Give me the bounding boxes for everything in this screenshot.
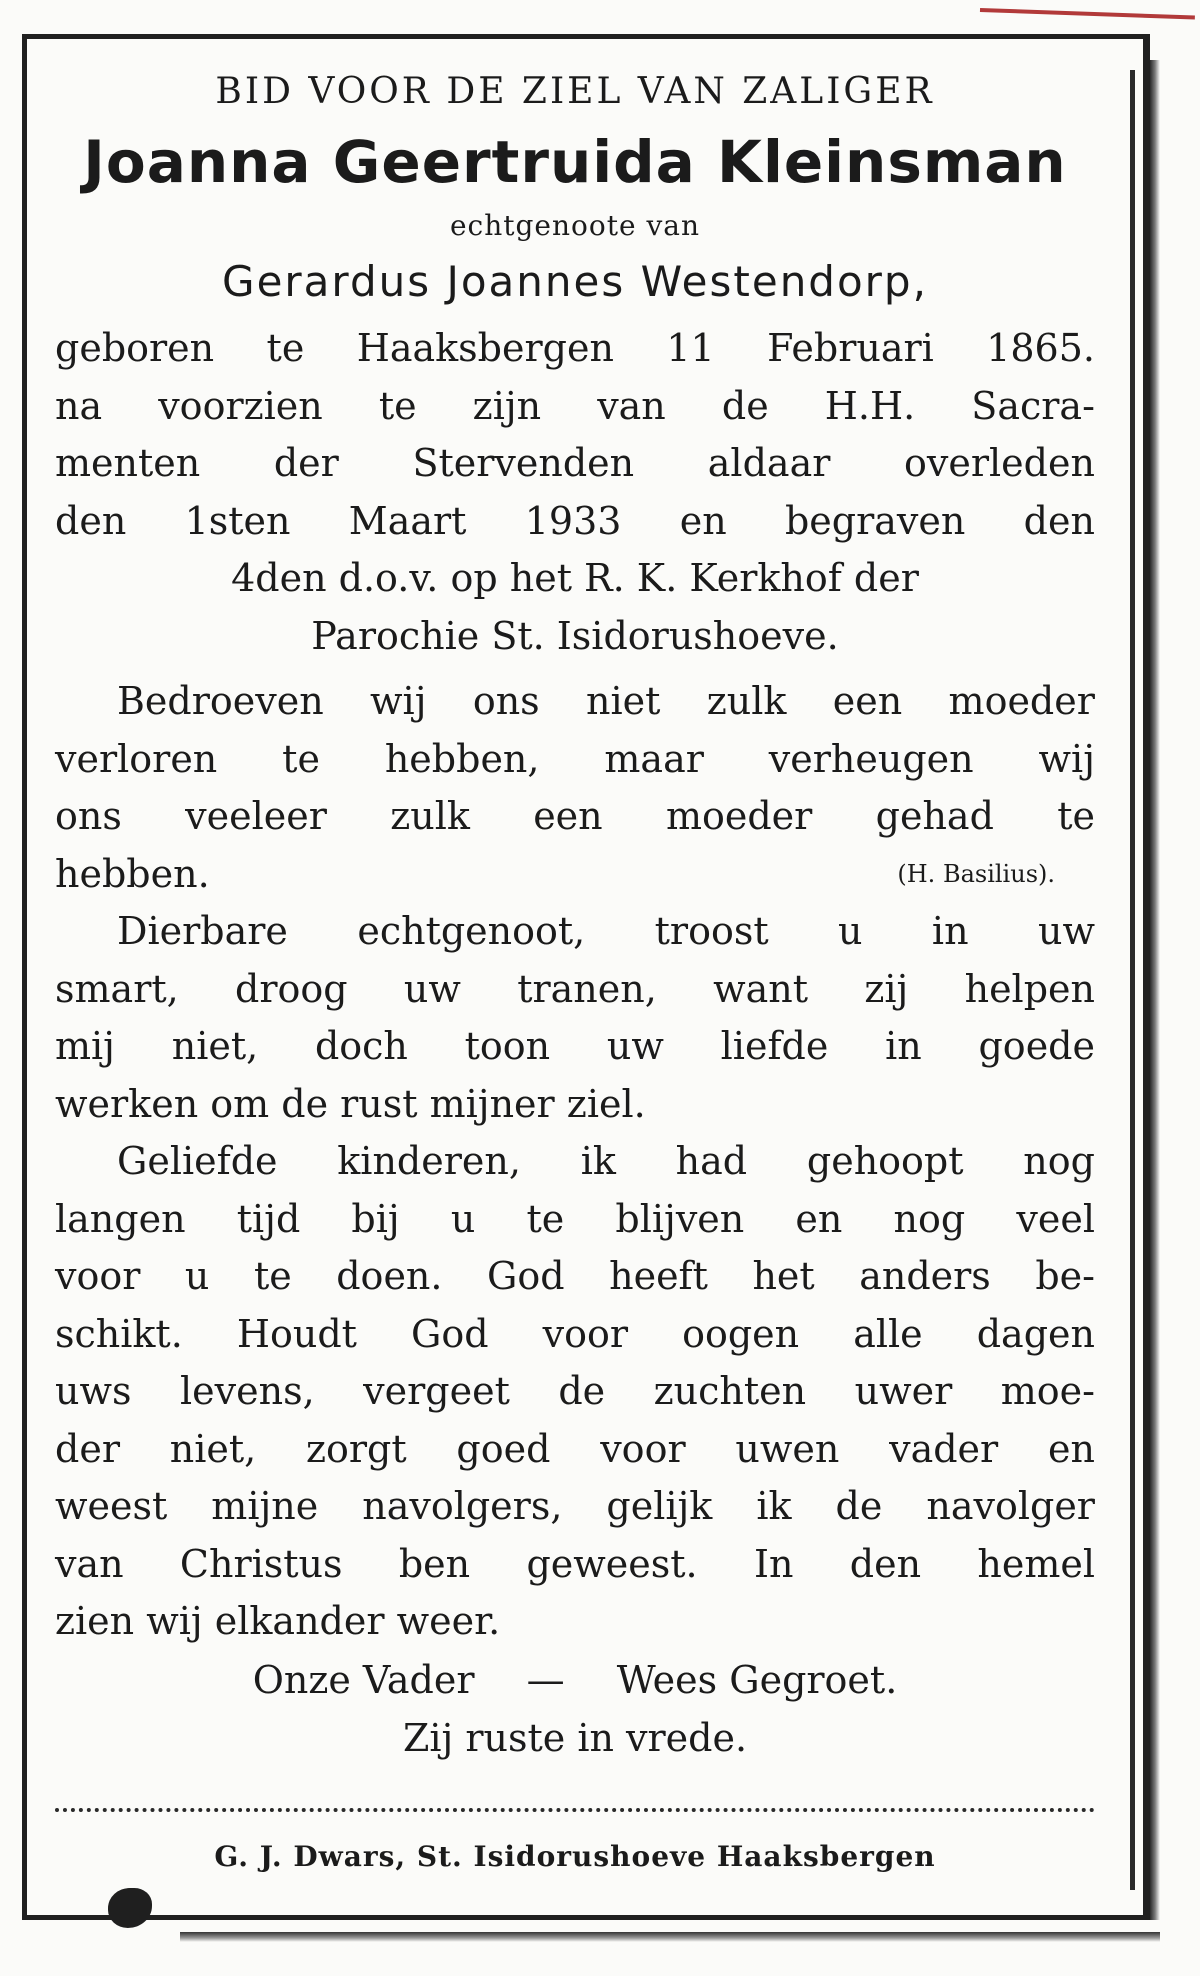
bio-line: Parochie St. Isidorushoeve. xyxy=(311,613,839,658)
word: ik xyxy=(756,1484,792,1528)
word: langen xyxy=(55,1196,186,1241)
word: moe- xyxy=(1000,1369,1095,1413)
spouse-line: werken om de rust mijner ziel. xyxy=(55,1081,646,1126)
word: zijn xyxy=(472,383,542,428)
word: bij xyxy=(351,1196,400,1241)
word: goede xyxy=(978,1024,1095,1068)
word: nog xyxy=(893,1196,966,1241)
word: 11 xyxy=(666,326,715,370)
word: en xyxy=(1047,1426,1095,1471)
word: en xyxy=(679,498,727,543)
word: Christus xyxy=(179,1541,343,1586)
children-line: zien wij elkander weer. xyxy=(55,1599,501,1643)
quote-citation: (H. Basilius). xyxy=(897,859,1055,888)
word: na xyxy=(55,383,103,428)
word: den xyxy=(55,498,127,543)
word: het xyxy=(752,1254,815,1298)
word: de xyxy=(558,1369,606,1413)
bio-line xyxy=(55,378,1095,436)
word: Maart xyxy=(348,498,467,543)
word: 1865. xyxy=(986,326,1095,370)
word: verloren xyxy=(55,736,218,781)
word: alle xyxy=(853,1311,923,1356)
word: verheugen xyxy=(768,736,974,781)
word: Stervenden xyxy=(412,441,635,485)
word: echtgenoot, xyxy=(357,909,586,953)
word: zorgt xyxy=(305,1426,407,1471)
word: mij xyxy=(55,1024,115,1068)
quote-last-word: hebben. xyxy=(55,851,210,896)
word: te xyxy=(253,1254,292,1298)
word: Haaksbergen xyxy=(356,326,614,370)
biography-block xyxy=(55,320,1095,665)
word: voor xyxy=(542,1311,629,1356)
children-line xyxy=(55,1133,1095,1191)
children-line xyxy=(55,1421,1095,1479)
word: In xyxy=(753,1541,794,1586)
word: uwer xyxy=(854,1369,953,1413)
word: een xyxy=(832,679,903,723)
word: liefde xyxy=(720,1024,829,1068)
word: maar xyxy=(604,736,704,781)
children-line xyxy=(55,1536,1095,1594)
children-line xyxy=(55,1191,1095,1249)
word: anders xyxy=(859,1254,991,1298)
spouse-line xyxy=(55,903,1095,961)
word: der xyxy=(273,441,339,485)
quote-block xyxy=(55,673,1095,903)
word: kinderen, xyxy=(337,1139,521,1183)
word: u xyxy=(450,1196,476,1241)
word: had xyxy=(675,1139,748,1183)
word: en xyxy=(795,1196,843,1241)
deceased-name: Joanna Geertruida Kleinsman xyxy=(83,128,1067,196)
word: dagen xyxy=(976,1311,1095,1356)
inner-right-rule xyxy=(1130,70,1135,1890)
word: een xyxy=(533,794,603,838)
word: doch xyxy=(314,1024,408,1068)
bio-line xyxy=(55,320,1095,378)
word: wij xyxy=(370,679,427,723)
right-shadow-edge xyxy=(1150,60,1160,1920)
word: aldaar xyxy=(707,441,831,485)
word: ik xyxy=(580,1139,616,1183)
children-line xyxy=(55,1306,1095,1364)
bottom-shadow-edge xyxy=(180,1932,1160,1942)
prayer-header: BID VOOR DE ZIEL VAN ZALIGER xyxy=(215,71,935,112)
spouse-line xyxy=(55,961,1095,1019)
card-content xyxy=(55,62,1095,1767)
word: navolgers, xyxy=(362,1484,563,1528)
word: begraven xyxy=(784,498,966,543)
word: van xyxy=(55,1541,124,1586)
word: tijd xyxy=(236,1196,301,1241)
word: Dierbare xyxy=(117,909,288,953)
word: wij xyxy=(1038,736,1095,781)
word: navolger xyxy=(926,1484,1095,1528)
word: Sacra- xyxy=(971,383,1095,428)
word: God xyxy=(411,1311,489,1356)
word: de xyxy=(721,383,769,428)
word: te xyxy=(266,326,305,370)
word: moeder xyxy=(948,679,1095,723)
word: ons xyxy=(55,794,122,838)
word: ben xyxy=(398,1541,471,1586)
relation-label: echtgenoote van xyxy=(449,209,701,242)
word: u xyxy=(838,909,863,953)
word: uwen xyxy=(735,1426,840,1471)
word: levens, xyxy=(180,1369,315,1413)
word: Bedroeven xyxy=(117,679,324,723)
children-line xyxy=(55,1478,1095,1536)
word: menten xyxy=(55,441,201,485)
word: 1933 xyxy=(524,498,622,543)
word: zuchten xyxy=(653,1369,807,1413)
word: uw xyxy=(1037,909,1095,953)
word: de xyxy=(835,1484,883,1528)
spouse-block xyxy=(55,903,1095,1133)
word: helpen xyxy=(964,966,1095,1011)
word: Houdt xyxy=(236,1311,357,1356)
quote-line xyxy=(55,673,1095,731)
word: overleden xyxy=(904,441,1095,485)
word: gehoopt xyxy=(806,1139,964,1183)
word: den xyxy=(849,1541,922,1586)
word: in xyxy=(931,909,969,953)
children-line xyxy=(55,1248,1095,1306)
word: hemel xyxy=(977,1541,1095,1586)
word: vergeet xyxy=(363,1369,510,1413)
word: der xyxy=(55,1426,120,1471)
word: troost xyxy=(654,909,769,953)
word: moeder xyxy=(665,794,813,838)
word: zij xyxy=(864,966,909,1011)
word: God xyxy=(487,1254,565,1298)
dotted-divider xyxy=(55,1808,1095,1812)
word: voor xyxy=(55,1254,141,1298)
word: uws xyxy=(55,1369,132,1413)
word: voor xyxy=(600,1426,686,1471)
husband-name: Gerardus Joannes Westendorp, xyxy=(222,257,928,306)
printer-credit: G. J. Dwars, St. Isidorushoeve Haaksbergen xyxy=(214,1840,936,1873)
word: nog xyxy=(1023,1139,1095,1183)
bio-line xyxy=(55,493,1095,551)
prayer-dash: — xyxy=(526,1657,565,1702)
word: be- xyxy=(1035,1254,1095,1298)
prayer-line xyxy=(55,1651,1095,1709)
word: weest xyxy=(55,1484,168,1528)
word: Geliefde xyxy=(117,1139,278,1183)
word: H.H. xyxy=(824,383,916,428)
word: heeft xyxy=(609,1254,708,1298)
word: toon xyxy=(464,1024,551,1068)
word: te xyxy=(526,1196,565,1241)
bio-line xyxy=(55,435,1095,493)
word: hebben, xyxy=(384,736,540,781)
word: veel xyxy=(1016,1196,1095,1241)
word: niet, xyxy=(169,1426,257,1471)
word: doen. xyxy=(336,1254,443,1298)
word: u xyxy=(184,1254,210,1298)
word: gehad xyxy=(875,794,994,838)
word: want xyxy=(713,966,809,1011)
word: uw xyxy=(403,966,461,1011)
word: geweest. xyxy=(526,1541,698,1586)
quote-line xyxy=(55,731,1095,789)
word: zulk xyxy=(390,794,470,838)
word: te xyxy=(1057,794,1095,838)
word: goed xyxy=(456,1426,551,1471)
prayer-wees-gegroet: Wees Gegroet. xyxy=(616,1657,898,1702)
word: smart, xyxy=(55,966,179,1011)
word: schikt. xyxy=(55,1311,183,1356)
rest-in-peace: Zij ruste in vrede. xyxy=(402,1715,748,1760)
word: te xyxy=(378,383,417,428)
word: mijne xyxy=(211,1484,319,1528)
quote-line xyxy=(55,846,1095,904)
word: niet xyxy=(586,679,661,723)
word: vader xyxy=(889,1426,999,1471)
word: gelijk xyxy=(606,1484,713,1528)
quote-line xyxy=(55,788,1095,846)
bio-line: 4den d.o.v. op het R. K. Kerkhof der xyxy=(231,556,919,600)
word: den xyxy=(1023,498,1095,543)
word: ons xyxy=(472,679,540,723)
word: tranen, xyxy=(517,966,657,1011)
word: zulk xyxy=(706,679,787,723)
children-block xyxy=(55,1133,1095,1651)
word: oogen xyxy=(682,1311,800,1356)
word: te xyxy=(282,736,320,781)
children-line xyxy=(55,1363,1095,1421)
word: blijven xyxy=(615,1196,745,1241)
word: droog xyxy=(235,966,348,1011)
word: geboren xyxy=(55,326,215,370)
word: veeleer xyxy=(185,794,327,838)
prayer-onze-vader: Onze Vader xyxy=(252,1657,475,1702)
spouse-line xyxy=(55,1018,1095,1076)
word: van xyxy=(597,383,666,428)
word: Februari xyxy=(767,326,934,370)
word: 1sten xyxy=(184,498,291,543)
word: niet, xyxy=(171,1024,259,1068)
word: voorzien xyxy=(158,383,323,428)
word: uw xyxy=(606,1024,664,1068)
word: in xyxy=(885,1024,922,1068)
